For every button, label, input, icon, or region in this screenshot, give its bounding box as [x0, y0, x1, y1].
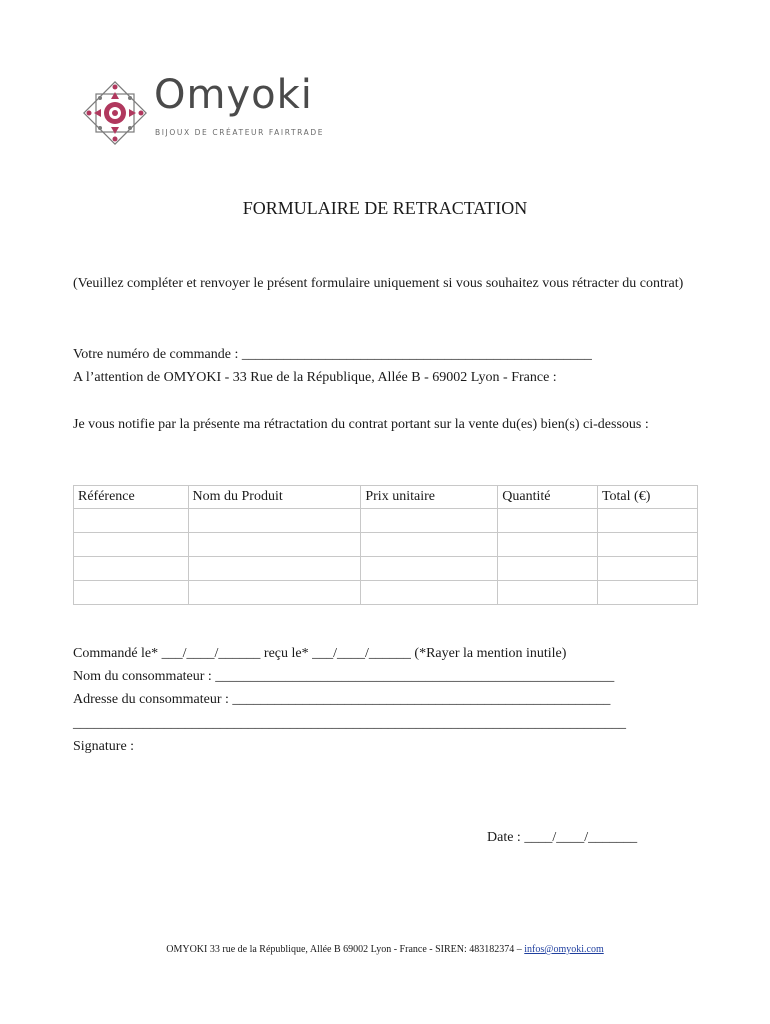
table-cell[interactable]: [188, 533, 361, 557]
order-number-line: Votre numéro de commande : __________________________________________________: [73, 347, 592, 362]
table-cell[interactable]: [498, 557, 598, 581]
ordered-received-field[interactable]: Commandé le* ___/____/______ reçu le* ___/____/______ (*Rayer la mention inutile): [73, 646, 567, 661]
footer-address: OMYOKI 33 rue de la République, Allée B 69002 Lyon - France - SIREN: 483182374 –: [166, 944, 525, 955]
table-cell[interactable]: [74, 509, 189, 533]
page-title: FORMULAIRE DE RETRACTATION: [242, 198, 528, 218]
table-cell[interactable]: [498, 509, 598, 533]
signature-label: Signature :: [73, 739, 135, 754]
table-cell[interactable]: [498, 581, 598, 605]
table-cell[interactable]: [361, 509, 498, 533]
header-unit-price: Prix unitaire: [361, 486, 498, 509]
footer-email-link[interactable]: infos@omyoki.com: [524, 944, 604, 955]
header-reference: Référence: [74, 486, 189, 509]
table-cell[interactable]: [498, 533, 598, 557]
table-cell[interactable]: [74, 533, 189, 557]
notification-text: Je vous notifie par la présente ma rétractation du contrat portant sur la vente du(es) bien(s) ci-dessous :: [73, 417, 649, 432]
intro-text: (Veuillez compléter et renvoyer le présent formulaire uniquement si vous souhaitez vous rétracter du contrat): [73, 276, 684, 291]
table-cell[interactable]: [361, 533, 498, 557]
table-cell[interactable]: [188, 581, 361, 605]
footer: [0, 944, 770, 955]
table-cell[interactable]: [361, 581, 498, 605]
table-cell[interactable]: [597, 509, 697, 533]
table-cell[interactable]: [74, 557, 189, 581]
table-row: [74, 557, 698, 581]
table-row: [74, 509, 698, 533]
consumer-name-field[interactable]: Nom du consommateur : _________________________________________________________: [73, 669, 615, 684]
table-cell[interactable]: [361, 557, 498, 581]
header-product-name: Nom du Produit: [188, 486, 361, 509]
table-cell[interactable]: [597, 581, 697, 605]
products-table: [73, 485, 698, 605]
table-cell[interactable]: [74, 581, 189, 605]
table-cell[interactable]: [188, 509, 361, 533]
attention-line: A l’attention de OMYOKI - 33 Rue de la République, Allée B - 69002 Lyon - France :: [73, 370, 557, 385]
brand-tagline: BIJOUX DE CRÉATEUR FAIRTRADE: [155, 128, 325, 137]
table-row: [74, 533, 698, 557]
consumer-address-field[interactable]: Adresse du consommateur : ______________________________________________________: [73, 692, 611, 707]
address-continuation-line[interactable]: _______________________________________________________________________________: [73, 716, 626, 731]
table-row: [74, 581, 698, 605]
table-cell[interactable]: [597, 533, 697, 557]
table-cell[interactable]: [188, 557, 361, 581]
table-cell[interactable]: [597, 557, 697, 581]
date-field[interactable]: Date : ____/____/_______: [487, 830, 638, 845]
table-header-row: [74, 486, 698, 509]
brand-name: Omyoki: [154, 72, 313, 118]
header-total: Total (€): [597, 486, 697, 509]
header-quantity: Quantité: [498, 486, 598, 509]
mandala-icon: [82, 80, 148, 146]
